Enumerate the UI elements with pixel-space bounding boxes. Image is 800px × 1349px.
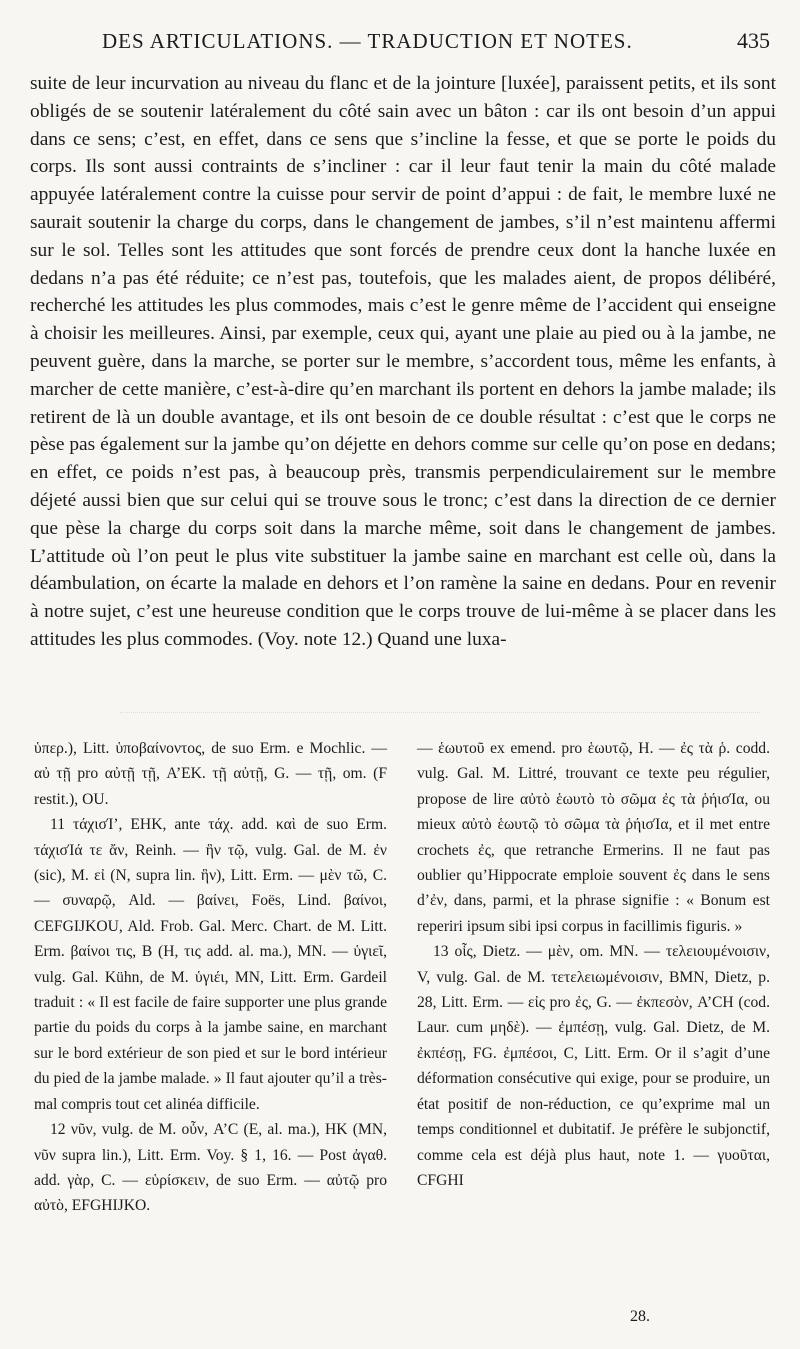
bleed-through-divider bbox=[120, 712, 760, 723]
footnote-paragraph: 12 νῦν, vulg. de M. οὖν, A’C (E, al. ma.), HK (MN, νῦν supra lin.), Litt. Erm. Voy. § 1, 16. — Post ἀγαθ. add. γὰρ, C. — εὑρίσκειν, de suo Erm. — αὐτῷ pro αὐτὸ, EFGHIJKO. bbox=[34, 1121, 387, 1215]
main-text: suite de leur incurvation au niveau du flanc et de la jointure [luxée], paraissent petits, et ils sont obligés de se soutenir latéralement du côté sain avec un bâton : car ils ont besoin d’un appui dans ce sens; c’est, en effet, dans ce sens que s’incline la fesse, et que se porte le poids du corps. Ils sont aussi contraints de s’incliner : car il leur faut tenir la main du côté malade appuyée latéralement contre la cuisse pour servir de point d’appui : de fait, le membre luxé ne saurait soutenir la charge du corps, dans le changement de jambes, s’il n’est maintenu affermi sur le sol. Telles sont les attitudes que sont forcés de prendre ceux dont la hanche luxée en dedans n’a pas été réduite; ce n’est pas, toutefois, que les malades aient, de propos délibéré, recherché les attitudes les plus commodes, mais c’est le genre même de l’accident qui enseigne à choisir les meilleures. Ainsi, par exemple, ceux qui, ayant une plaie au pied ou à la jambe, ne peuvent guère, dans la marche, se porter sur le membre, s’accordent tous, même les enfants, à marcher de cette manière, c’est-à-dire qu’en marchant ils portent en dehors la jambe malade; ils retirent de là un double avantage, et ils ont besoin de ce double résultat : c’est que le corps ne pèse pas également sur la jambe qu’on déjette en dehors comme sur celle qu’on pose en dedans; en effet, ce poids n’est pas, à beaucoup près, transmis perpendiculairement sur le membre déjeté aussi bien que sur celui qui se trouve sous le tronc; c’est dans la direction de ce dernier que pèse la charge du corps soit dans la marche même, soit dans le changement de jambes. L’attitude où l’on peut le plus vite substituer la jambe saine en marchant est celle où, dans la déambulation, on écarte la malade en dehors et l’on ramène la saine en dedans. Pour en revenir à notre sujet, c’est une heureuse condition que le corps trouve de lui-même à se placer dans les attitudes les plus commodes. (Voy. note 12.) Quand une luxa- bbox=[30, 73, 776, 650]
signature-mark: 28. bbox=[630, 1308, 650, 1325]
footnote-paragraph: ὑπερ.), Litt. ὑποβαίνοντος, de suo Erm. e Mochlic. — αὐ τῇ pro αὐτῇ τῇ, A’EK. τῇ αὐτῇ, G. — τῇ, om. (F restit.), OU. bbox=[34, 740, 387, 808]
footnote-paragraph: 13 οἷς, Dietz. — μὲν, om. MN. — τελειουμένοισιν, V, vulg. Gal. de M. τετελειωμένοισιν, BMN, Dietz, p. 28, Litt. Erm. — εἰς pro ἐς, G. — ἐκπεσὸν, A’CH (cod. Laur. cum μηδὲ). — ἐμπέσῃ, vulg. Gal. Dietz, de M. ἐκπέσῃ, FG. ἐμπέσοι, C, Litt. Erm. Or il s’agit d’une déformation consécutive qui exige, pour se produire, un état positif de non-réduction, ce qu’exprime mal un temps conditionnel et dubitatif. Je préfère le subjonctif, comme cela est déjà plus haut, note 1. — γυοῦται, CFGHI bbox=[417, 943, 770, 1189]
footnotes bbox=[34, 736, 770, 1296]
footnotes-left-column bbox=[34, 736, 387, 1296]
running-title: DES ARTICULATIONS. — TRADUCTION ET NOTES. bbox=[102, 29, 633, 53]
footnote-paragraph: — ἑωυτοῦ ex emend. pro ἑωυτῷ, H. — ἐς τὰ ῥ. codd. vulg. Gal. M. Littré, trouvant ce texte peu régulier, propose de lire αὐτὸ ἑωυτὸ τὸ σῶμα ἐς τὰ ῥήισΊα, ou mieux αὐτὸ ἑωυτῷ τὸ σῶμα τὰ ῥήισΊα, et il met entre crochets ἐς, que retranche Ermerins. Il ne faut pas oublier qu’Hippocrate emploie souvent ἐς dans le sens d’ἐν, dans, parmi, et la phrase signifie : « Bonum est reperiri ipsum sibi ipsi corpus in facillimis figuris. » bbox=[417, 740, 770, 935]
footnote-paragraph: 11 τάχισΊ’, EHK, ante τάχ. add. καὶ de suo Erm. τάχισΊά τε ἄν, Reinh. — ἣν τῷ, vulg. Gal. de M. ἐν (sic), M. εἰ (N, supra lin. ἣν), Litt. Erm. — μὲν τῶ, C. — συναρῷ, Ald. — βαίνει, Foës, Lind. βαίνοι, CEFGIJKOU, Ald. Frob. Gal. Merc. Chart. de M. Litt. Erm. βαίνοι τις, B (H, τις add. al. ma.), MN. — ὑγιεῖ, vulg. Gal. Kühn, de M. ὑγιέι, MN, Litt. Erm. Gardeil traduit : « Il est facile de faire supporter une plus grande partie du poids du corps à la jambe saine, en marchant sur le bord extérieur de son pied et sur le bord intérieur du pied de la jambe malade. » Il faut ajouter qu’il a très-mal compris tout cet alinéa difficile. bbox=[34, 816, 387, 1113]
footnotes-right-column bbox=[417, 736, 770, 1296]
page-header bbox=[26, 28, 770, 62]
page-number: 435 bbox=[737, 28, 770, 53]
